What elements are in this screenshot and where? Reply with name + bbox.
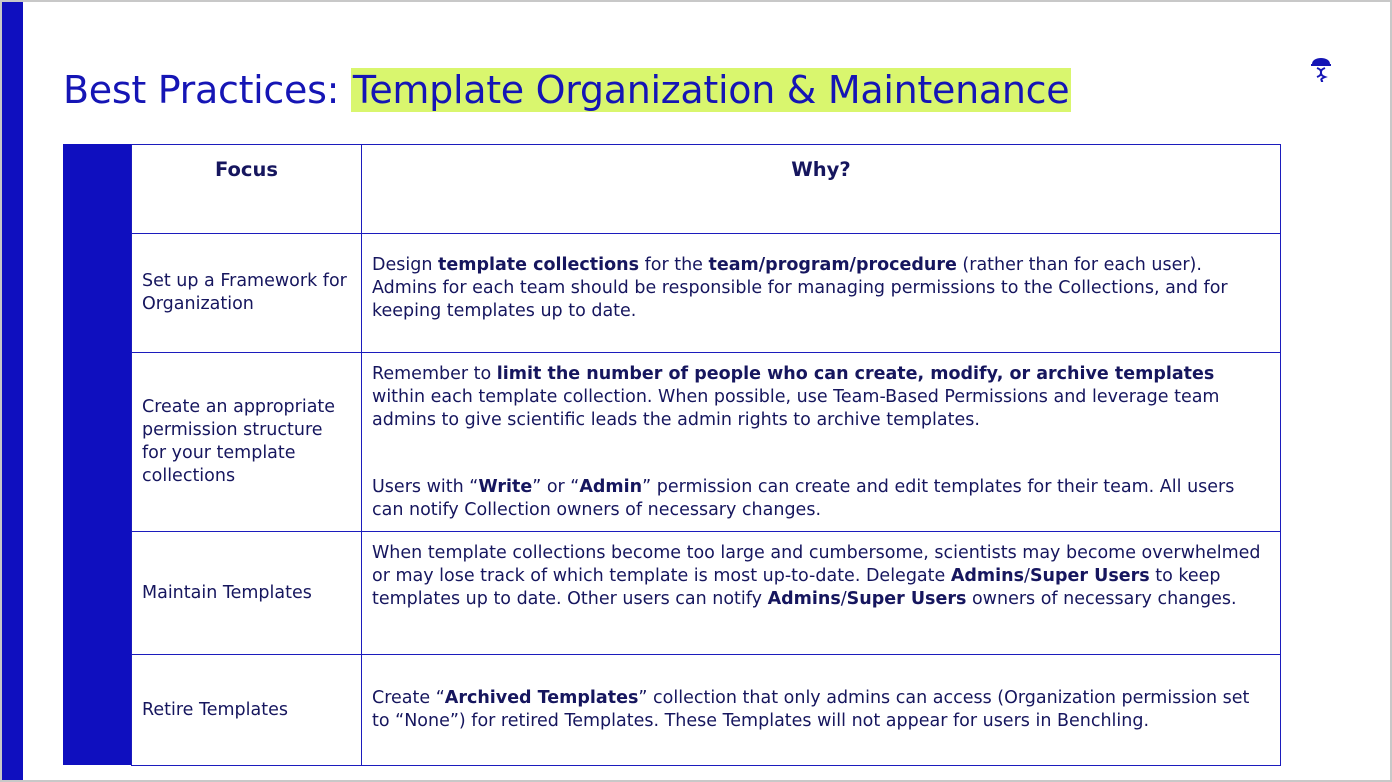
table-row xyxy=(132,234,1281,353)
why-cell: Create “Archived Templates” collection that only admins can access (Organization permission set to “None”) for retired Templates. These Templates will not appear for users in Benchling. xyxy=(362,655,1281,766)
table-row xyxy=(132,353,1281,532)
title-highlight: Template Organization & Maintenance xyxy=(352,68,1070,112)
header-why: Why? xyxy=(362,145,1281,234)
title-prefix: Best Practices: xyxy=(63,68,351,112)
left-accent-bar xyxy=(2,2,23,780)
page-title xyxy=(63,68,1071,112)
table-header-row xyxy=(132,145,1281,234)
table-row xyxy=(132,532,1281,655)
focus-cell: Retire Templates xyxy=(132,655,362,766)
best-practices-table xyxy=(63,144,1280,765)
why-paragraph: Remember to limit the number of people who can create, modify, or archive templates within each template collection. When possible, use Team-Based Permissions and leverage team admins to give scientific leads the admin rights to archive templates. xyxy=(372,364,1220,430)
why-cell xyxy=(362,353,1281,532)
table-side-stripe xyxy=(63,144,131,765)
focus-cell: Create an appropriate permission structure for your template collections xyxy=(132,353,362,532)
header-focus: Focus xyxy=(132,145,362,234)
benchling-logo-icon xyxy=(1309,52,1333,82)
focus-cell: Maintain Templates xyxy=(132,532,362,655)
why-cell: Design template collections for the team/program/procedure (rather than for each user). Admins for each team should be responsible for managing permissions to the Collections, and for keeping templates up to date. xyxy=(362,234,1281,353)
why-cell: When template collections become too large and cumbersome, scientists may become overwhelmed or may lose track of which template is most up-to-date. Delegate Admins/Super Users to keep templates up to date. Other users can notify Admins/Super Users owners of necessary changes. xyxy=(362,532,1281,655)
table-row xyxy=(132,655,1281,766)
focus-cell: Set up a Framework for Organization xyxy=(132,234,362,353)
why-paragraph: Users with “Write” or “Admin” permission can create and edit templates for their team. All users can notify Collection owners of necessary changes. xyxy=(372,477,1235,520)
